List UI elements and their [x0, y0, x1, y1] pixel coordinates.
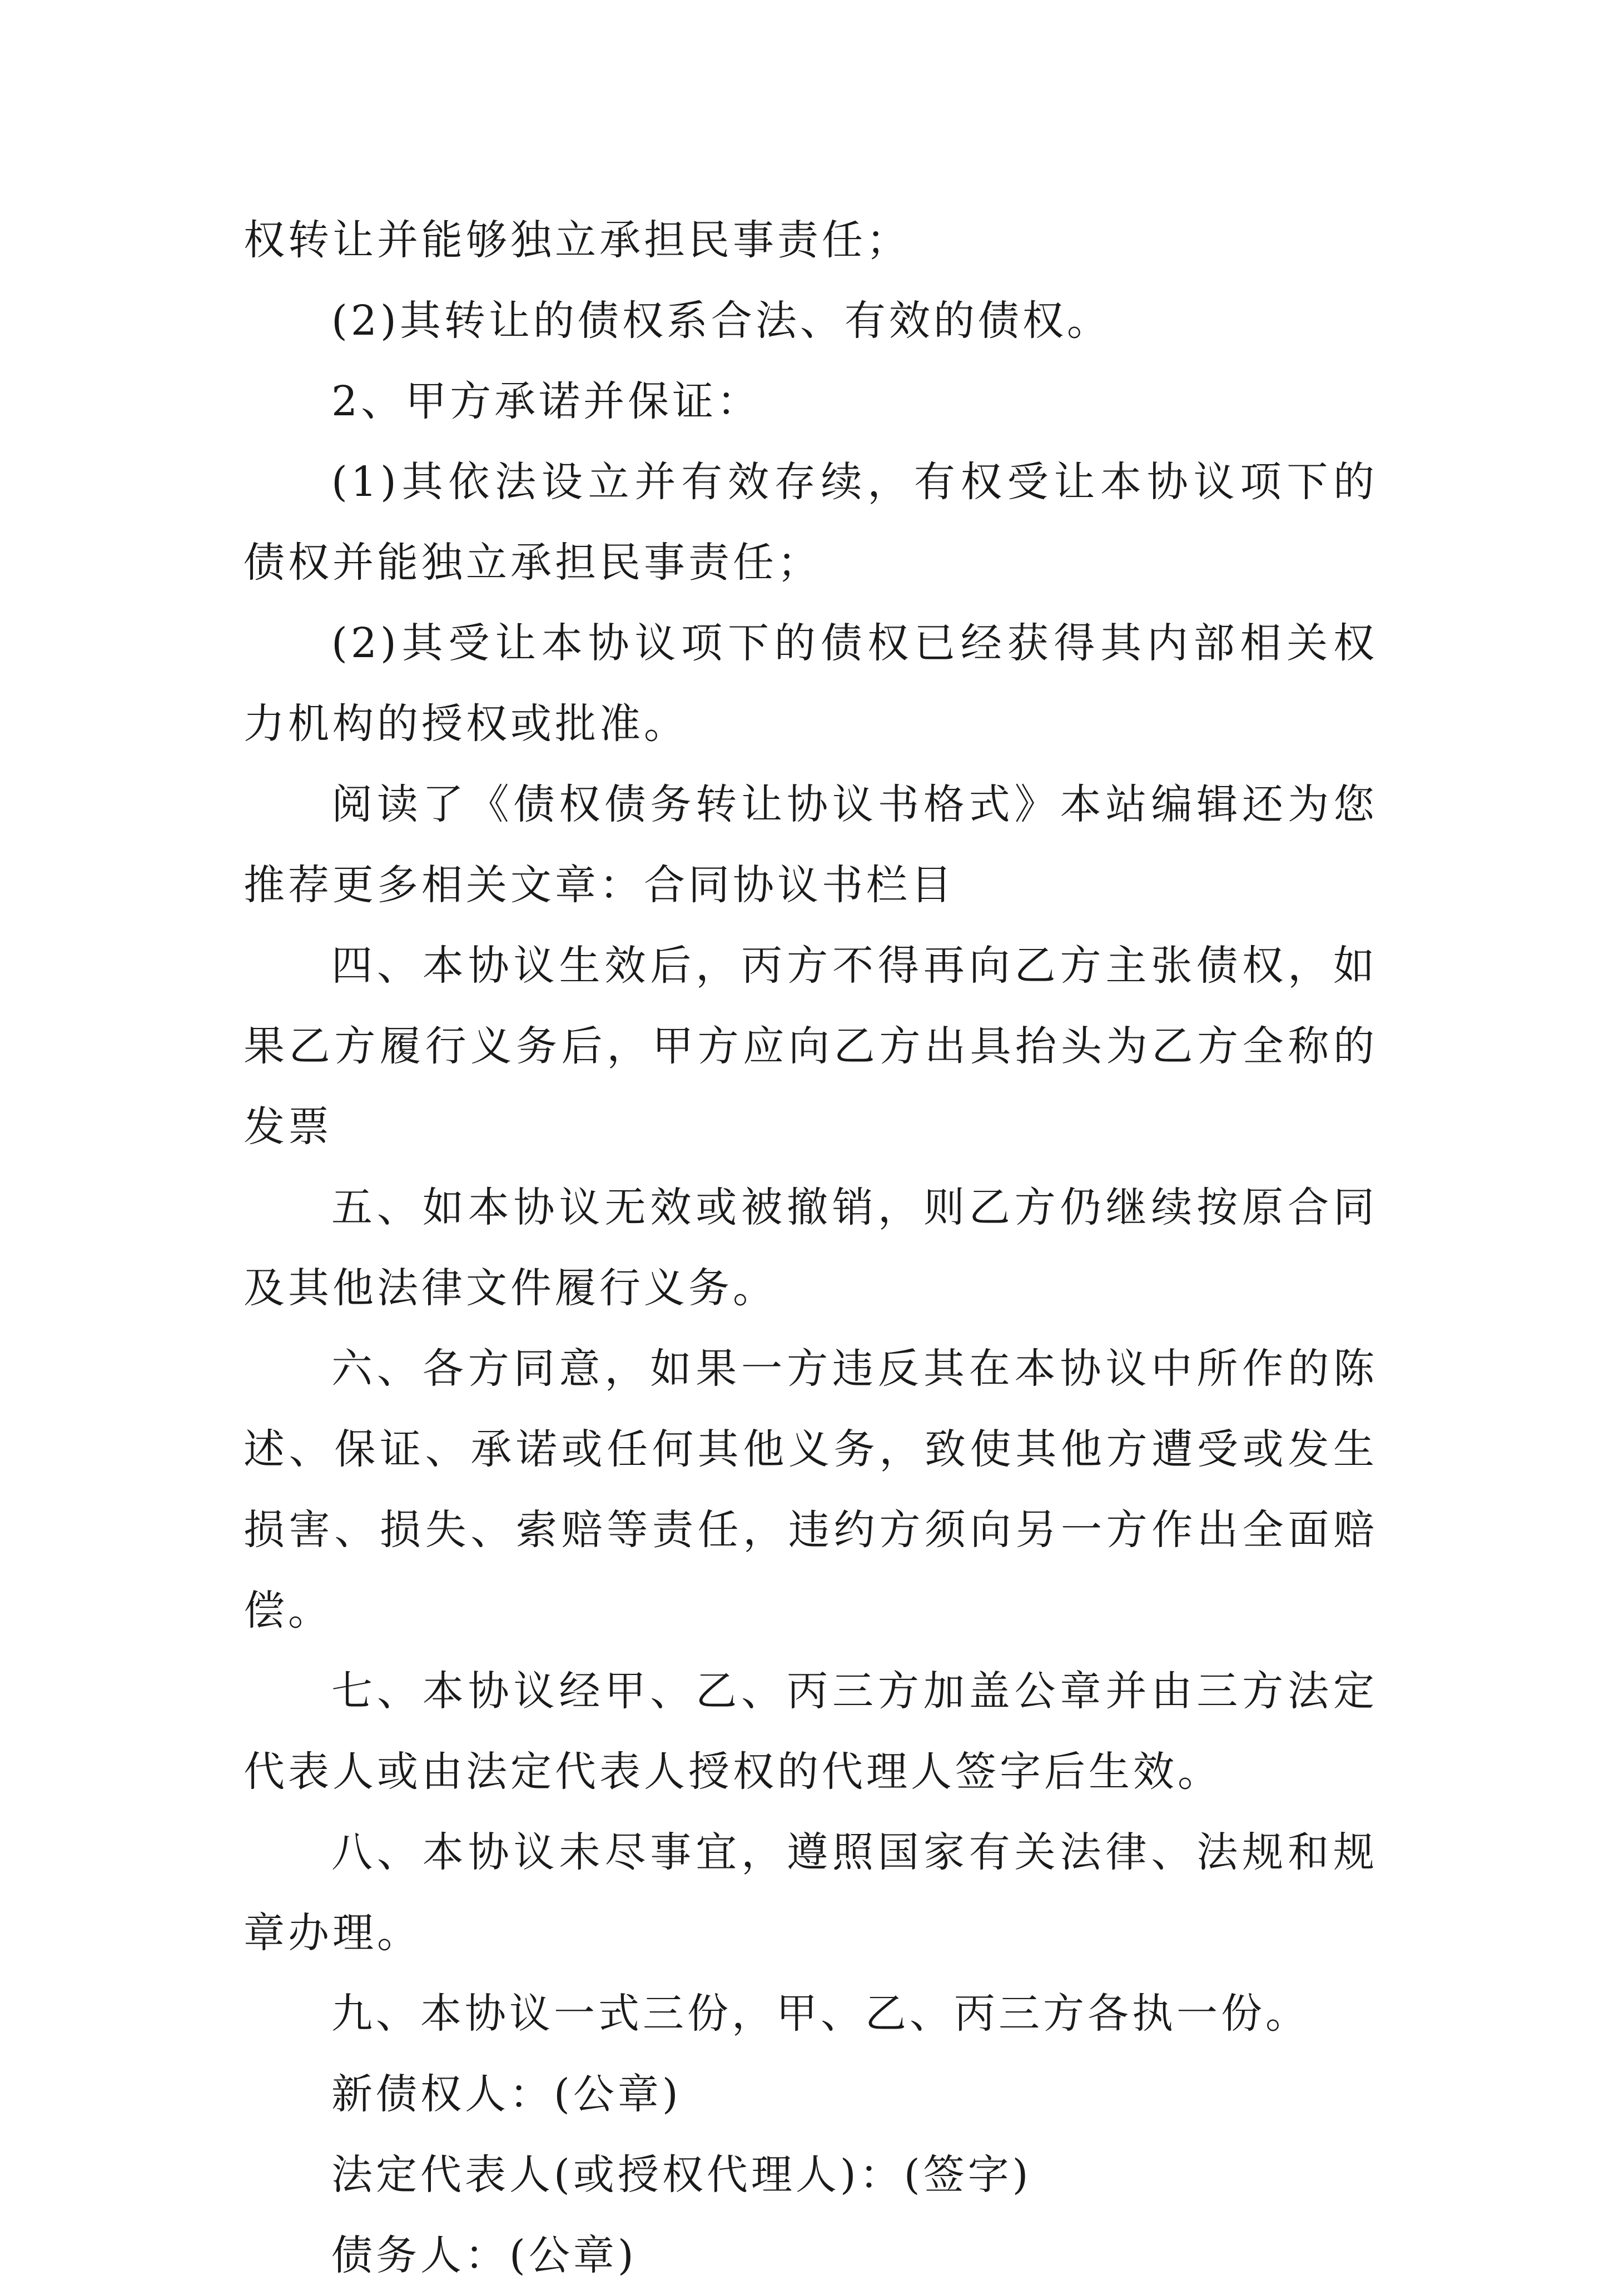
paragraph-transfer-valid-claim: (2)其转让的债权系合法、有效的债权。 [331, 297, 1111, 345]
paragraph-site-recommendation: 阅读了《债权债务转让协议书格式》本站编辑还为您推荐更多相关文章：合同协议书栏目 [244, 781, 1378, 909]
paragraph-party-a-established: (1)其依法设立并有效存续，有权受让本协议项下的债权并能独立承担民事责任； [244, 458, 1378, 587]
paragraph-party-a-authorized: (2)其受让本协议项下的债权已经获得其内部相关权力机构的授权或批准。 [244, 619, 1378, 748]
clause-four: 四、本协议生效后，丙方不得再向乙方主张债权，如果乙方履行义务后，甲方应向乙方出具抬头为乙方全称的发票 [244, 942, 1378, 1151]
clause-nine: 九、本协议一式三份，甲、乙、丙三方各执一份。 [331, 1990, 1310, 2037]
paragraph-continuation: 权转让并能够独立承担民事责任； [244, 216, 911, 264]
paragraph-party-a-warranty: 2、甲方承诺并保证： [331, 377, 762, 425]
clause-seven: 七、本协议经甲、乙、丙三方加盖公章并由三方法定代表人或由法定代表人授权的代理人签字后生效。 [244, 1667, 1378, 1796]
signature-legal-representative: 法定代表人(或授权代理人)：(签字) [331, 2151, 1032, 2199]
clause-six: 六、各方同意，如果一方违反其在本协议中所作的陈述、保证、承诺或任何其他义务，致使其他方遭受或发生损害、损失、索赔等责任，违约方须向另一方作出全面赔偿。 [244, 1345, 1378, 1634]
document-body [244, 200, 1378, 2296]
signature-debtor: 债务人：(公章) [331, 2232, 637, 2279]
clause-five: 五、如本协议无效或被撤销，则乙方仍继续按原合同及其他法律文件履行义务。 [244, 1184, 1378, 1312]
signature-new-creditor: 新债权人：(公章) [331, 2070, 682, 2118]
clause-eight: 八、本协议未尽事宜，遵照国家有关法律、法规和规章办理。 [244, 1828, 1378, 1957]
